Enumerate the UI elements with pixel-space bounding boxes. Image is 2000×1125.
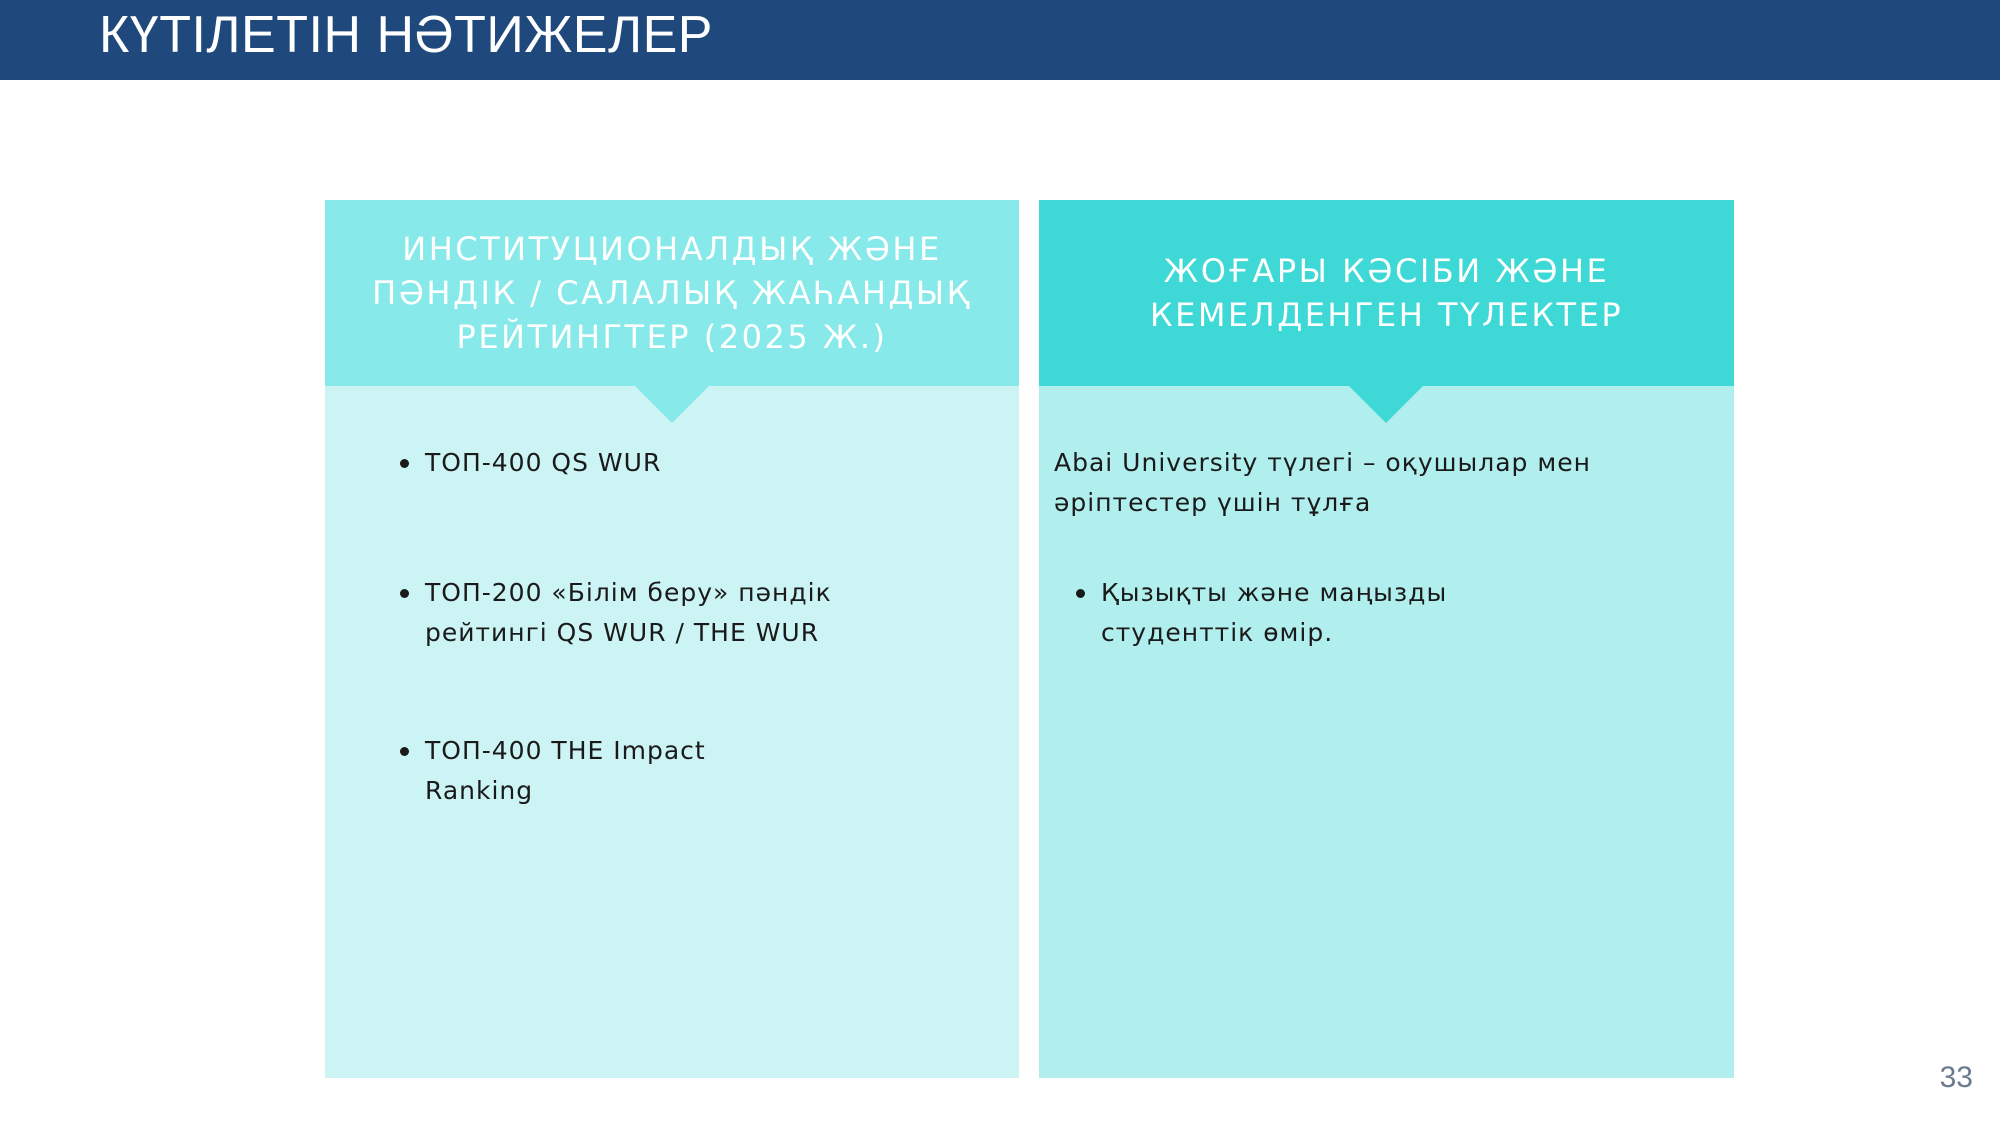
right-panel bbox=[1039, 200, 1734, 1078]
left-panel-arrow bbox=[635, 386, 709, 423]
list-item bbox=[425, 573, 845, 653]
left-panel bbox=[325, 200, 1019, 1078]
list-item bbox=[425, 731, 755, 811]
left-panel-heading: ИНСТИТУЦИОНАЛДЫҚ ЖӘНЕ ПӘНДІК / САЛАЛЫҚ ЖАҺАНДЫҚ РЕЙТИНГТЕР (2025 Ж.) bbox=[325, 200, 1019, 386]
left-bullet-3: ТОП-400 THE Impact Ranking bbox=[425, 736, 706, 805]
right-panel-arrow bbox=[1349, 386, 1423, 423]
list-item bbox=[1101, 573, 1471, 653]
slide-title: КҮТІЛЕТІН НӘТИЖЕЛЕР bbox=[99, 6, 713, 64]
left-bullet-1: ТОП-400 QS WUR bbox=[425, 448, 662, 477]
bullet-icon bbox=[400, 589, 409, 598]
bullet-icon bbox=[1076, 589, 1085, 598]
bullet-icon bbox=[400, 747, 409, 756]
right-panel-heading: ЖОҒАРЫ КӘСІБИ ЖӘНЕ КЕМЕЛДЕНГЕН ТҮЛЕКТЕР bbox=[1039, 200, 1734, 386]
page-number: 33 bbox=[1939, 1061, 1973, 1094]
right-bullet-1: Қызықты және маңызды студенттік өмір. bbox=[1101, 578, 1448, 647]
left-bullet-2: ТОП-200 «Білім беру» пәндік рейтингі QS WUR / THE WUR bbox=[425, 578, 832, 647]
bullet-icon bbox=[400, 459, 409, 468]
right-panel-paragraph: Abai University түлегі – оқушылар мен әріптестер үшін тұлға bbox=[1054, 448, 1591, 517]
list-item bbox=[425, 443, 895, 483]
title-bar bbox=[0, 0, 2000, 80]
